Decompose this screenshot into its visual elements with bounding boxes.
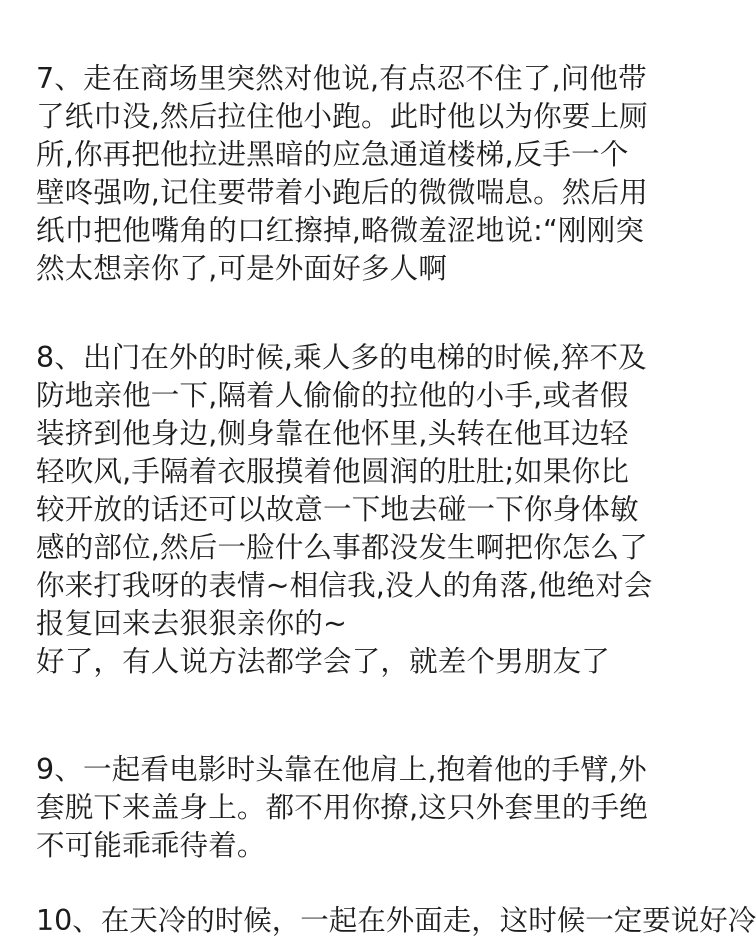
- tip-9-paragraph: [36, 751, 666, 865]
- text-line: 装挤到他身边,侧身靠在他怀里,头转在他耳边轻: [36, 417, 629, 450]
- text-line: 感的部位,然后一脸什么事都没发生啊把你怎么了: [36, 531, 648, 564]
- text-line: 轻吹风,手隔着衣服摸着他圆润的肚肚;如果你比: [36, 455, 630, 488]
- text-line: 8、出门在外的时候,乘人多的电梯的时候,猝不及: [36, 341, 647, 374]
- text-line: 你来打我呀的表情~相信我,没人的角落,他绝对会: [36, 569, 653, 602]
- text-line: 9、一起看电影时头靠在他肩上,抱着他的手臂,外: [36, 753, 647, 786]
- text-line: 壁咚强吻,记住要带着小跑后的微微喘息。然后用: [36, 176, 648, 209]
- text-line: 然太想亲你了,可是外面好多人啊: [36, 252, 448, 285]
- text-line: 纸巾把他嘴角的口红擦掉,略微羞涩地说:“刚刚突: [36, 214, 645, 247]
- text-line: 好了，有人说方法都学会了，就差个男朋友了: [36, 645, 611, 678]
- text-line: 套脱下来盖身上。都不用你撩,这只外套里的手绝: [36, 791, 648, 824]
- tip-7-paragraph: [36, 60, 666, 288]
- tip-8-paragraph: [36, 339, 666, 681]
- text-line: 防地亲他一下,隔着人偷偷的拉他的小手,或者假: [36, 379, 629, 412]
- text-line: 了纸巾没,然后拉住他小跑。此时他以为你要上厕: [36, 100, 648, 133]
- text-line: 较开放的话还可以故意一下地去碰一下你身体敏: [36, 493, 639, 526]
- cut-off-text-line: 10、在天冷的时候，一起在外面走，这时候一定要说好冷: [36, 904, 756, 937]
- text-line: 不可能乖乖待着。: [36, 829, 266, 862]
- text-line: 7、走在商场里突然对他说,有点忍不住了,问他带: [36, 62, 647, 95]
- text-line: 报复回来去狠狠亲你的~: [36, 607, 348, 640]
- text-line: 所,你再把他拉进黑暗的应急通道楼梯,反手一个: [36, 138, 629, 171]
